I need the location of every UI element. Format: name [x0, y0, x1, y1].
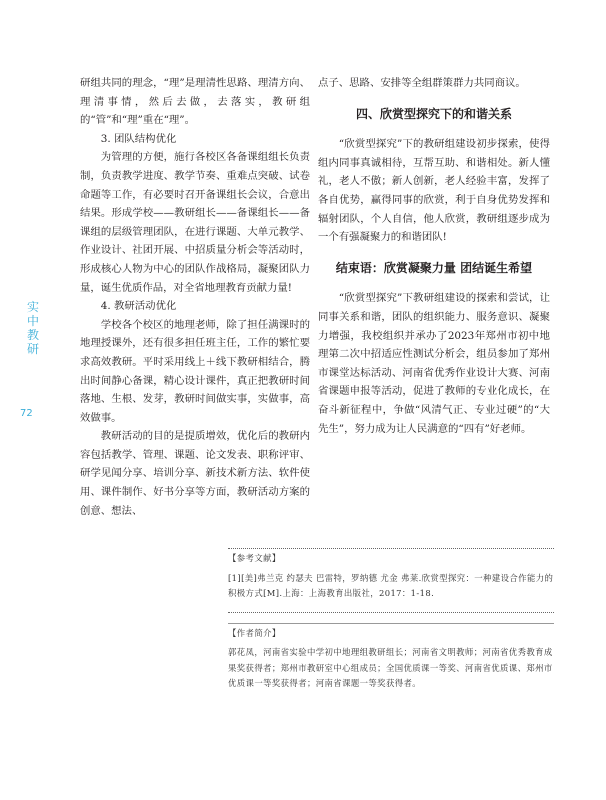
author-bio: 郭花凤，河南省实验中学初中地理组教研组长；河南省文明教师；河南省优秀教育成果奖获得者；郑州市教研室中心组成员；全国优质课一等奖、河南省优质课、郑州市优质课一等奖获得者；河南省课题一等奖获得者。: [228, 647, 553, 688]
divider: [228, 623, 554, 624]
paragraph: 教研活动的目的是提质增效，优化后的教研内容包括教学、管理、课题、论文发表、职称评审、研学见闻分享、培训分享、新技术新方法、软件使用、课件制作、好书分享等方面，教研活动方案的创意、想法、: [80, 430, 310, 517]
section-title: 结束语：欣赏凝聚力量 团结诞生希望: [335, 260, 533, 275]
divider: [228, 548, 554, 549]
paragraph: 点子、思路、安排等全组群策群力共同商议。: [318, 77, 526, 89]
paragraph: “欣赏型探究”下的教研组建设初步探索，使得组内同事真诚相待，互帮互助、和谐相处。新人懂礼，老人不傲；新人创新，老人经验丰富，发挥了各自优势，赢得同事的欣赏，利于自身优势发挥和辐射团队，个人自信，他人欣赏，教研组逐步成为一个有强凝聚力的和谐团队!: [318, 138, 550, 244]
reference-item: [1][美]弗兰克 约瑟夫 巴雷特，罗纳德 尤金 弗莱.欣赏型探究：一种建设合作能力的积极方式[M].上海：上海教育出版社，2017：1-18.: [228, 572, 554, 598]
page-number: 72: [20, 408, 33, 419]
side-label-char: 中: [26, 314, 39, 328]
paragraph: 研组共同的理念，“理”是理清性思路、理清方向、理清事情，然后去做，去落实，教研组的“管”和“理”重在“理”。: [80, 77, 310, 127]
section-title: 四、欣赏型探究下的和谐关系: [355, 106, 512, 121]
subsection-heading: 3. 团队结构优化: [100, 132, 177, 145]
side-label-char: 教: [26, 328, 39, 342]
references-block: [228, 548, 554, 692]
references-heading: 【参考文献】: [228, 553, 281, 563]
subsection-heading: 4. 教研活动优化: [100, 300, 177, 313]
paragraph: 学校各个校区的地理老师，除了担任满课时的地理授课外，还有很多担任班主任，工作的繁忙要求高效教研。平时采用线上＋线下教研相结合，腾出时间静心备课，精心设计课件，真正把教研时间落地、生根、发芽，教研时间做实事，实做事，高效做事。: [80, 318, 310, 424]
paragraph: 为管理的方便，施行各校区各备课组组长负责制，负责教学进度、教学节奏、重难点突破、试卷命题等工作，有必要时召开备课组长会议，合意出结果。形成学校——教研组长——备课组长——备课组的层级管理团队，在进行课题、大单元教学、作业设计、社团开展、中招质量分析会等活动时，形成核心人物为中心的团队作战格局，凝聚团队力量，诞生优质作品，对全省地理教育贡献力量!: [80, 151, 310, 294]
journal-side-label: [26, 300, 40, 356]
left-column: [80, 74, 310, 520]
author-heading: 【作者简介】: [228, 627, 281, 638]
side-label-char: 实: [26, 300, 39, 314]
side-label-char: 研: [26, 342, 39, 356]
paragraph: “欣赏型探究”下教研组建设的探索和尝试，让同事关系和谐，团队的组织能力、服务意识、凝聚力增强，我校组织并承办了2023年郑州市初中地理第二次中招适应性测试分析会，组员参加了郑州市课堂达标活动、河南省优秀作业设计大赛、河南省课题申报等活动，促进了教师的专业化成长，在奋斗新征程中，争做“风清气正、专业过硬”的“大先生”，努力成为让人民满意的“四有”好老师。: [318, 292, 550, 435]
right-column: [318, 74, 550, 438]
